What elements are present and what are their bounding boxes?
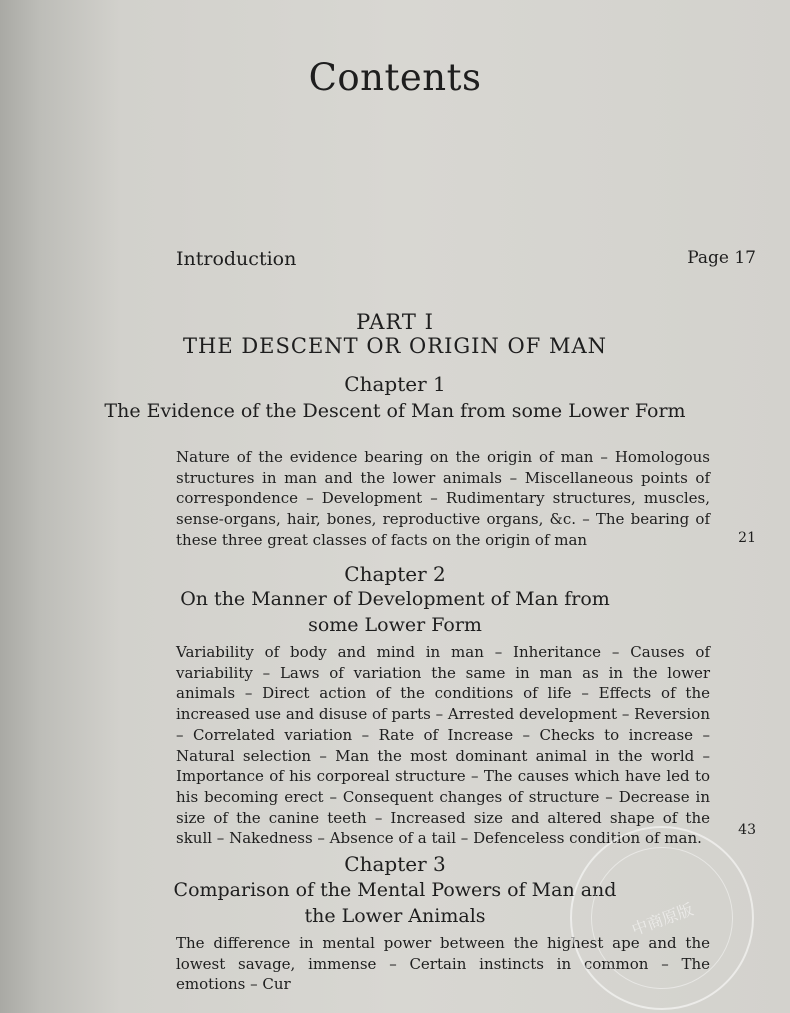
chapter-1-label: Chapter 1 [344, 372, 446, 396]
chapter-3-summary: The difference in mental power between the highest ape and the lowest savage, immense – Certain instincts in common – The emotions – Cur [176, 934, 710, 994]
toc-entry-page: Page 17 [687, 248, 756, 268]
page-title: Contents [308, 56, 482, 99]
chapter-3-title-line-2: the Lower Animals [304, 905, 486, 927]
chapter-3-title-line-1: Comparison of the Mental Powers of Man and [173, 879, 617, 901]
chapter-1-title: The Evidence of the Descent of Man from some Lower Form [104, 400, 686, 422]
chapter-3-label: Chapter 3 [344, 852, 446, 876]
toc-entry-introduction [176, 248, 756, 272]
toc-entry-label: Introduction [176, 248, 297, 270]
chapter-2-page: 43 [738, 822, 756, 838]
chapter-2-summary: Variability of body and mind in man – Inheritance – Causes of variability – Laws of variation the same in man as in the lower animals – Direct action of the conditions of life – Effects of the increased use and disuse of parts – Arrested development – Reversion – Correlated variation – Rate of Increase – Checks to increase – Natural selection – Man the most dominant animal in the world – Importance of his corporeal structure – The causes which have led to his becoming erect – Consequent changes of structure – Decrease in size of the canine teeth – Increased size and altered shape of the skull – Nakedness – Absence of a tail – Defenceless condition of man. [176, 643, 710, 848]
chapter-1-page: 21 [738, 530, 756, 546]
chapter-2-title-line-2: some Lower Form [308, 614, 482, 636]
chapter-2-label: Chapter 2 [344, 562, 446, 586]
part-title: THE DESCENT OR ORIGIN OF MAN [183, 334, 607, 358]
chapter-1-summary: Nature of the evidence bearing on the origin of man – Homologous structures in man and the lower animals – Miscellaneous points of correspondence – Development – Rudimentary structures, muscles, sense-organs, hair, bones, reproductive organs, &c. – The bearing of these three great classes of facts on the origin of man [176, 448, 710, 549]
watermark-seal-text: 中商原版 [571, 827, 753, 1009]
part-label: PART I [356, 310, 434, 334]
chapter-2-title-line-1: On the Manner of Development of Man from [180, 588, 610, 610]
